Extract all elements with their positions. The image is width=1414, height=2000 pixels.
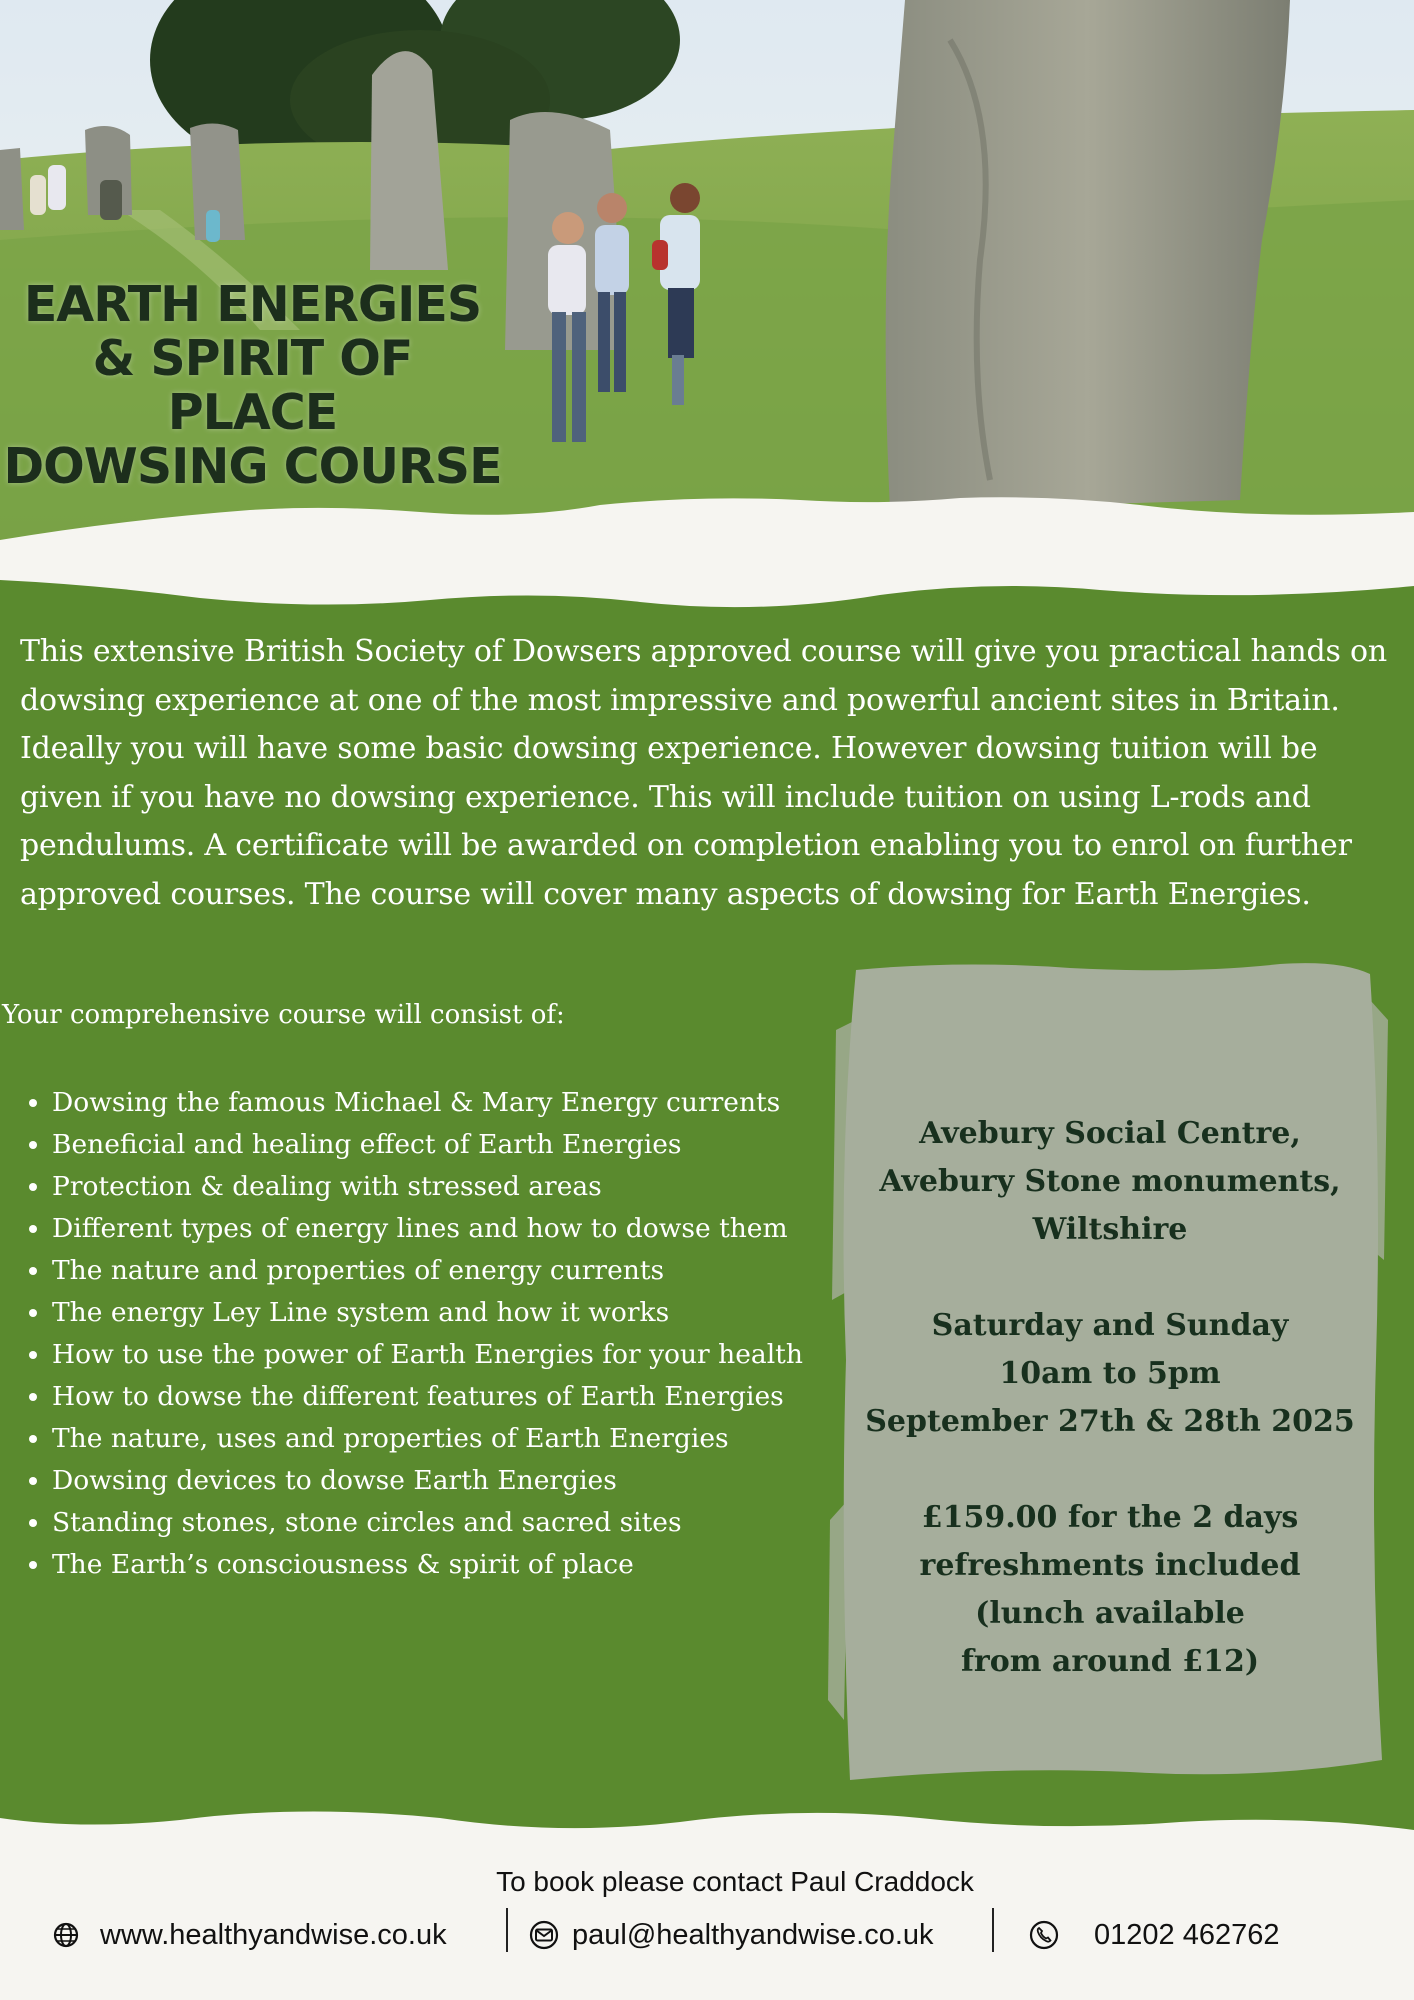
large-standing-stone [886, 0, 1290, 510]
hero-photo [0, 0, 1414, 600]
venue-block [810, 1110, 1410, 1254]
schedule-line: Saturday and Sunday [931, 1308, 1289, 1343]
schedule-line: 10am to 5pm [999, 1356, 1221, 1391]
phone-contact[interactable] [1028, 1910, 1279, 1960]
divider [992, 1908, 994, 1952]
price-line: from around £12) [960, 1644, 1260, 1679]
price-block [810, 1494, 1410, 1686]
list-item: • Standing stones, stone circles and sacred sites [52, 1502, 822, 1544]
title-line-1: EARTH ENERGIES [23, 276, 482, 333]
booking-contact-heading: To book please contact Paul Craddock [496, 1866, 974, 1897]
course-topics-list [22, 1082, 822, 1586]
list-item: • Different types of energy lines and how to dowse them [52, 1208, 822, 1250]
schedule-block [810, 1302, 1410, 1446]
list-item: • The nature and properties of energy currents [52, 1250, 822, 1292]
course-list-heading: Your comprehensive course will consist of: [2, 1000, 565, 1030]
title-line-3: DOWSING COURSE [3, 438, 502, 495]
list-item: • The Earth’s consciousness & spirit of place [52, 1544, 822, 1586]
venue-line: Avebury Stone monuments, [879, 1164, 1341, 1199]
list-item: • How to use the power of Earth Energies for your health [52, 1334, 822, 1376]
email-icon [528, 1919, 560, 1951]
price-line: £159.00 for the 2 days [921, 1500, 1299, 1535]
title-line-2: & SPIRIT OF PLACE [92, 330, 413, 441]
website-link[interactable]: www.healthyandwise.co.uk [100, 1918, 447, 1951]
venue-line: Avebury Social Centre, [919, 1116, 1301, 1151]
list-item: • Dowsing devices to dowse Earth Energies [52, 1460, 822, 1502]
globe-icon [50, 1919, 82, 1951]
course-title [0, 278, 505, 494]
course-description: This extensive British Society of Dowsers approved course will give you practical hands on dowsing experience at one of the most impressive and powerful ancient sites in Britain. Ideally you will have some basic dowsing experience. However dowsing tuition will be given if you have no dowsing experience. This will include tuition on using L-rods and pendulums. A certificate will be awarded on completion enabling you to enrol on further approved courses. The course will cover many aspects of dowsing for Earth Energies. [20, 634, 1387, 912]
schedule-line: September 27th & 28th 2025 [865, 1404, 1355, 1439]
email-contact[interactable] [528, 1910, 934, 1960]
phone-number[interactable]: 01202 462762 [1094, 1918, 1280, 1951]
website-contact[interactable] [50, 1910, 447, 1960]
list-item: • The nature, uses and properties of Earth Energies [52, 1418, 822, 1460]
event-info-box [810, 960, 1390, 1790]
list-item: • How to dowse the different features of Earth Energies [52, 1376, 822, 1418]
list-item: • Dowsing the famous Michael & Mary Energy currents [52, 1082, 822, 1124]
list-item: • Protection & dealing with stressed areas [52, 1166, 822, 1208]
phone-icon [1028, 1919, 1060, 1951]
divider [506, 1908, 508, 1952]
event-details [810, 1110, 1410, 1734]
email-link[interactable]: paul@healthyandwise.co.uk [572, 1918, 934, 1951]
price-line: refreshments included [919, 1548, 1301, 1583]
venue-line: Wiltshire [1032, 1212, 1188, 1247]
list-item: • The energy Ley Line system and how it works [52, 1292, 822, 1334]
list-item: • Beneficial and healing effect of Earth Energies [52, 1124, 822, 1166]
price-line: (lunch available [975, 1596, 1245, 1631]
